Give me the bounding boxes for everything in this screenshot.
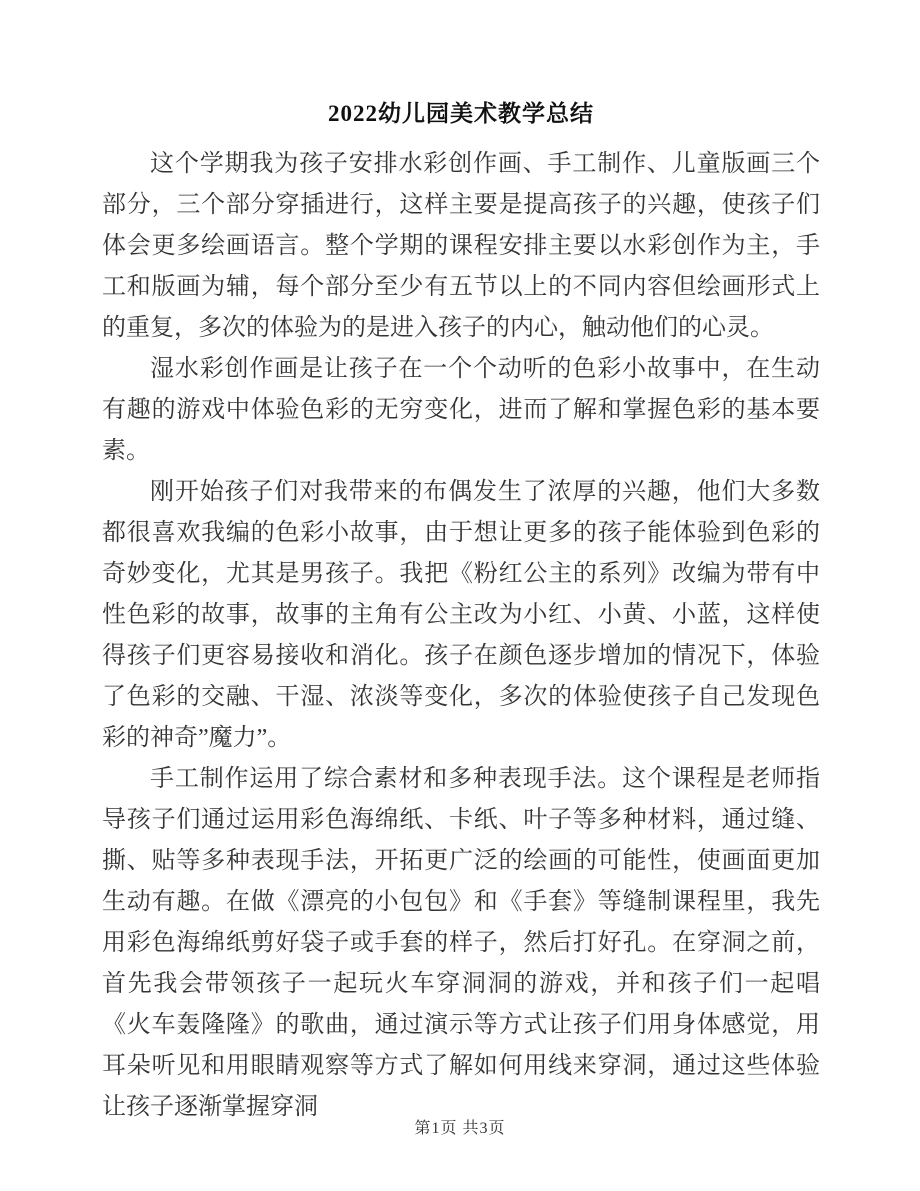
page-number-label: 第1页 共3页	[414, 1120, 506, 1137]
page-footer	[0, 1119, 920, 1139]
paragraph-wet-watercolor: 湿水彩创作画是让孩子在一个个动听的色彩小故事中，在生动有趣的游戏中体验色彩的无穷变化，进而了解和掌握色彩的基本要素。	[102, 356, 820, 464]
paragraph-color-stories: 刚开始孩子们对我带来的布偶发生了浓厚的兴趣，他们大多数都很喜欢我编的色彩小故事，由于想让更多的孩子能体验到色彩的奇妙变化，尤其是男孩子。我把《粉红公主的系列》改编为带有中性色彩的故事，故事的主角有公主改为小红、小黄、小蓝，这样使得孩子们更容易接收和消化。孩子在颜色逐步增加的情况下，体验了色彩的交融、干湿、浓淡等变化，多次的体验使孩子自己发现色彩的神奇”魔力”。	[102, 479, 820, 751]
document-body	[102, 144, 820, 1128]
paragraph-course-arrangement: 这个学期我为孩子安排水彩创作画、手工制作、儿童版画三个部分，三个部分穿插进行，这样主要是提高孩子的兴趣，使孩子们体会更多绘画语言。整个学期的课程安排主要以水彩创作为主，手工和版画为辅，每个部分至少有五节以上的不同内容但绘画形式上的重复，多次的体验为的是进入孩子的内心，触动他们的心灵。	[102, 151, 820, 341]
paragraph-handcraft: 手工制作运用了综合素材和多种表现手法。这个课程是老师指导孩子们通过运用彩色海绵纸、卡纸、叶子等多种材料，通过缝、撕、贴等多种表现手法，开拓更广泛的绘画的可能性，使画面更加生动有趣。在做《漂亮的小包包》和《手套》等缝制课程里，我先用彩色海绵纸剪好袋子或手套的样子，然后打好孔。在穿洞之前，首先我会带领孩子一起玩火车穿洞洞的游戏，并和孩子们一起唱《火车轰隆隆》的歌曲，通过演示等方式让孩子们用身体感觉，用耳朵听见和用眼睛观察等方式了解如何用线来穿洞，通过这些体验让孩子逐渐掌握穿洞	[102, 766, 820, 1120]
document-title: 2022幼儿园美术教学总结	[328, 101, 594, 126]
